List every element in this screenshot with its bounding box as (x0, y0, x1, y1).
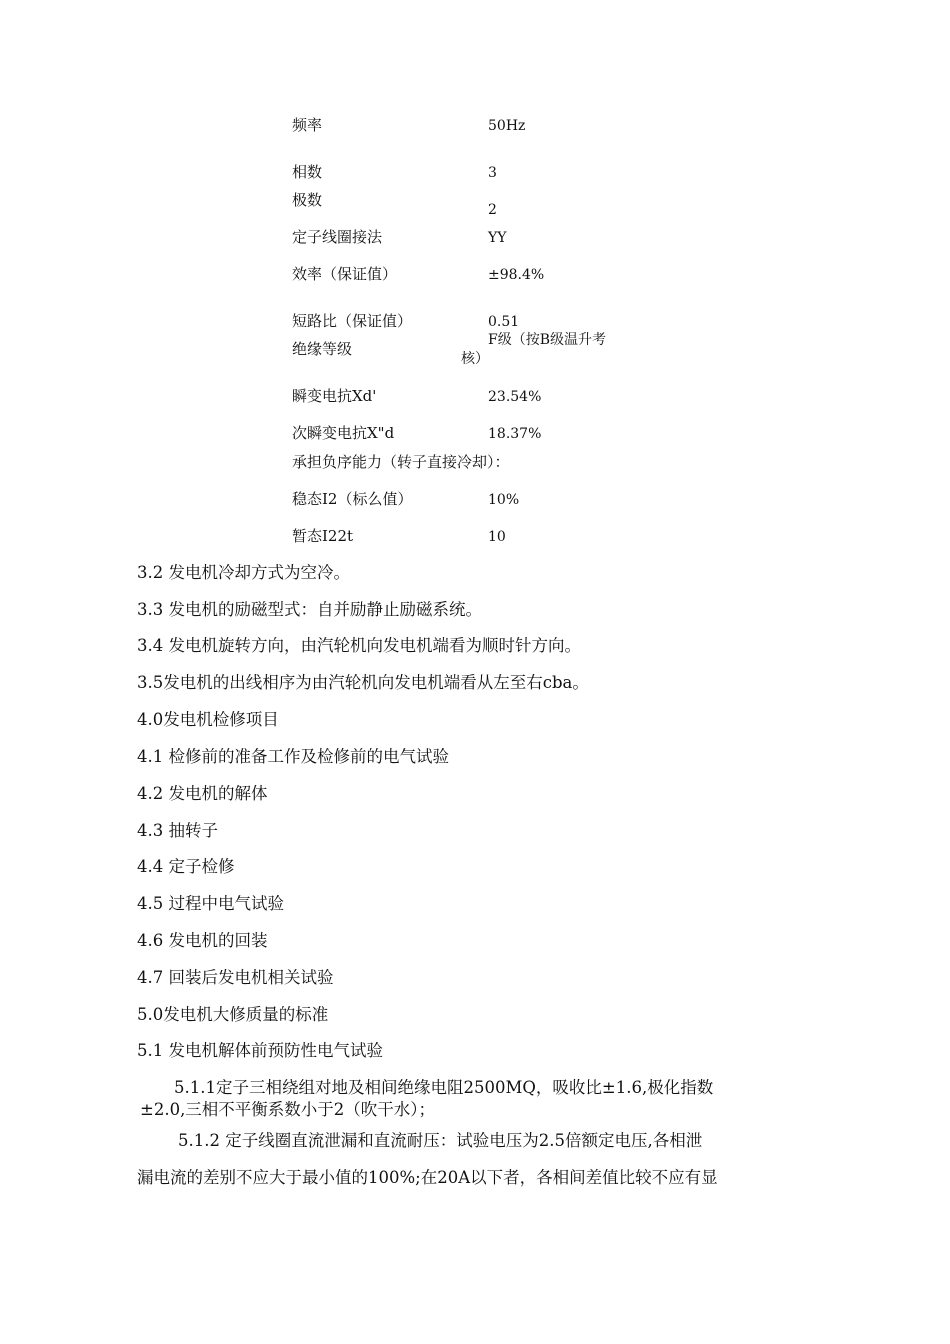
section-5-1-2: 5.1.2 定子线圈直流泄漏和直流耐压：试验电压为2.5倍额定电压,各相泄 (178, 1131, 703, 1150)
spec-value-insulation-class-cont: 核） (461, 351, 489, 367)
spec-value-short-circuit-ratio: 0.51 (488, 314, 520, 330)
spec-label-winding-connection: 定子线圈接法 (292, 228, 383, 246)
section-3-2: 3.2 发电机冷却方式为空冷。 (137, 563, 350, 582)
spec-label-poles: 极数 (292, 191, 323, 209)
spec-label-transient-reactance: 瞬变电抗Xd' (292, 387, 377, 405)
spec-label-subtransient-reactance: 次瞬变电抗X"d (292, 424, 395, 442)
spec-value-winding-connection: YY (488, 230, 507, 246)
spec-value-efficiency: ±98.4% (488, 267, 545, 283)
section-5-1-1-cont: ±2.0,三相不平衡系数小于2（吹干水）； (140, 1100, 436, 1119)
section-4-2: 4.2 发电机的解体 (137, 784, 268, 803)
section-3-4: 3.4 发电机旋转方向，由汽轮机向发电机端看为顺时针方向。 (137, 636, 581, 655)
spec-value-insulation-class: F级（按B级温升考 (488, 332, 607, 348)
section-4-4: 4.4 定子检修 (137, 857, 235, 876)
section-4-3: 4.3 抽转子 (137, 821, 218, 840)
section-3-5: 3.5发电机的出线相序为由汽轮机向发电机端看从左至右cba。 (137, 673, 589, 692)
spec-label-negative-sequence: 承担负序能力（转子直接冷却）： (292, 453, 510, 471)
section-5-1-1: 5.1.1定子三相绕组对地及相间绝缘电阻2500MQ，吸收比±1.6,极化指数 (174, 1078, 714, 1097)
spec-value-transient-reactance: 23.54% (488, 389, 542, 405)
spec-value-steady-state-i2: 10% (488, 492, 520, 508)
section-4-0-heading: 4.0发电机检修项目 (137, 710, 279, 729)
section-4-6: 4.6 发电机的回装 (137, 931, 268, 950)
section-5-0-heading: 5.0发电机大修质量的标准 (137, 1005, 329, 1024)
spec-label-transient-i22t: 暂态I22t (292, 527, 354, 545)
spec-label-phases: 相数 (292, 163, 323, 181)
spec-value-poles: 2 (488, 202, 497, 218)
section-4-5: 4.5 过程中电气试验 (137, 894, 284, 913)
spec-label-efficiency: 效率（保证值） (292, 265, 398, 283)
section-4-7: 4.7 回装后发电机相关试验 (137, 968, 334, 987)
section-5-1-2-cont: 漏电流的差别不应大于最小值的100%;在20A以下者，各相间差值比较不应有显 (137, 1168, 718, 1187)
spec-value-frequency: 50Hz (488, 118, 526, 134)
spec-label-short-circuit-ratio: 短路比（保证值） (292, 312, 413, 330)
spec-value-subtransient-reactance: 18.37% (488, 426, 542, 442)
spec-value-phases: 3 (488, 165, 497, 181)
spec-value-transient-i22t: 10 (488, 529, 506, 545)
section-5-1: 5.1 发电机解体前预防性电气试验 (137, 1041, 383, 1060)
spec-label-steady-state-i2: 稳态I2（标么值） (292, 490, 413, 508)
section-4-1: 4.1 检修前的准备工作及检修前的电气试验 (137, 747, 449, 766)
section-3-3: 3.3 发电机的励磁型式：自并励静止励磁系统。 (137, 600, 482, 619)
spec-label-frequency: 频率 (292, 116, 323, 134)
spec-label-insulation-class: 绝缘等级 (292, 340, 353, 358)
